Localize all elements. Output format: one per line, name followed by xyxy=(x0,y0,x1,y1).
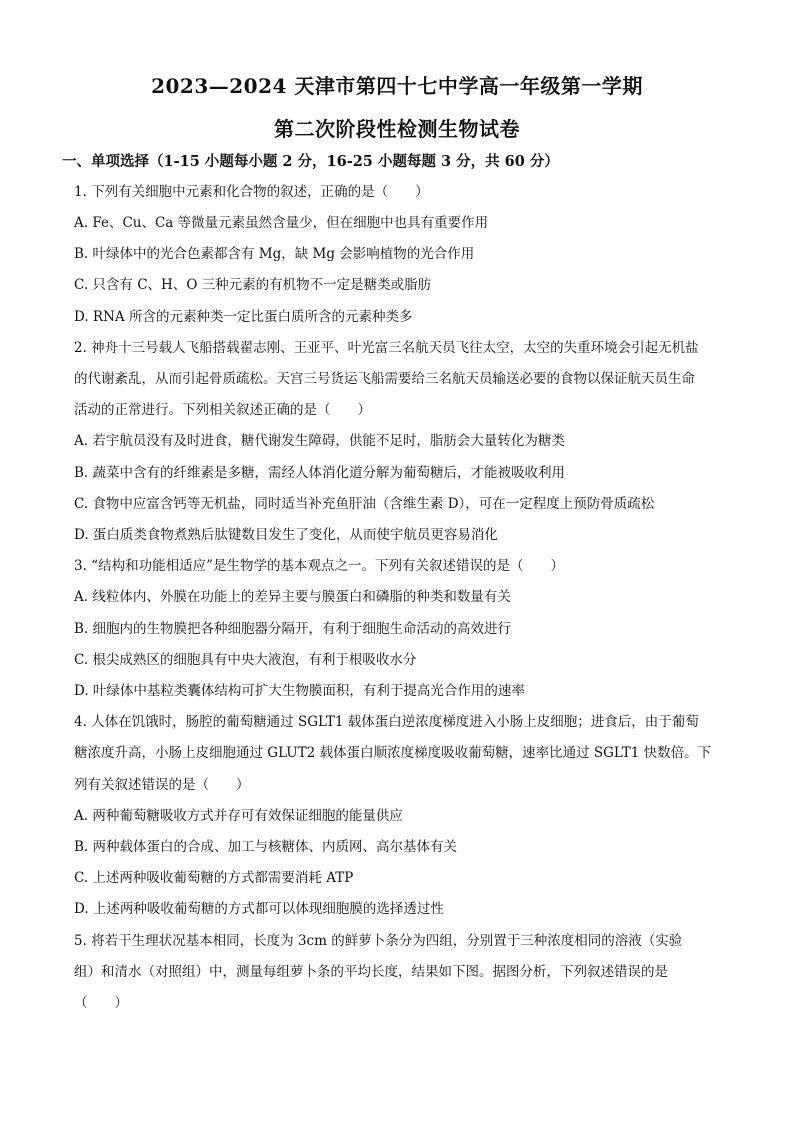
q4-stem-line1: 4. 人体在饥饿时，肠腔的葡萄糖通过 SGLT1 载体蛋白逆浓度梯度进入小肠上皮细胞；进食后，由于葡萄 xyxy=(74,714,699,730)
q1-stem: 1. 下列有关细胞中元素和化合物的叙述，正确的是（ ） xyxy=(74,184,429,200)
q2-option-b: B. 蔬菜中含有的纤维素是多糖，需经人体消化道分解为葡萄糖后，才能被吸收利用 xyxy=(74,465,566,481)
q1-option-c: C. 只含有 C、H、O 三种元素的有机物不一定是糖类或脂肪 xyxy=(74,277,432,293)
q2-option-c: C. 食物中应富含钙等无机盐，同时适当补充鱼肝油（含维生素 D），可在一定程度上预防骨质疏松 xyxy=(74,496,655,512)
q3-option-d: D. 叶绿体中基粒类囊体结构可扩大生物膜面积，有利于提高光合作用的速率 xyxy=(74,683,525,699)
q3-option-b: B. 细胞内的生物膜把各种细胞器分隔开，有利于细胞生命活动的高效进行 xyxy=(74,621,512,637)
q3-option-c: C. 根尖成熟区的细胞具有中央大液泡，有利于根吸收水分 xyxy=(74,652,417,668)
q4-option-d: D. 上述两种吸收葡萄糖的方式都可以体现细胞膜的选择透过性 xyxy=(74,901,444,917)
q2-option-d: D. 蛋白质类食物煮熟后肽键数目发生了变化，从而使宇航员更容易消化 xyxy=(74,527,498,543)
q2-option-a: A. 若宇航员没有及时进食，糖代谢发生障碍，供能不足时，脂肪会大量转化为糖类 xyxy=(74,433,565,449)
q3-option-a: A. 线粒体内、外膜在功能上的差异主要与膜蛋白和磷脂的种类和数量有关 xyxy=(74,589,511,605)
exam-subtitle: 第二次阶段性检测生物试卷 xyxy=(274,117,520,141)
q1-option-b: B. 叶绿体中的光合色素都含有 Mg，缺 Mg 会影响植物的光合作用 xyxy=(74,246,475,262)
section-heading: 一、单项选择（1-15 小题每小题 2 分，16-25 小题每题 3 分，共 60 分） xyxy=(62,153,559,170)
q4-option-b: B. 两种载体蛋白的合成、加工与核糖体、内质网、高尔基体有关 xyxy=(74,839,458,855)
q4-option-a: A. 两种葡萄糖吸收方式并存可有效保证细胞的能量供应 xyxy=(74,808,403,824)
q4-stem-line3: 列有关叙述错误的是（ ） xyxy=(74,777,250,793)
q2-stem-line2: 的代谢紊乱，从而引起骨质疏松。天宫三号货运飞船需要给三名航天员输送必要的食物以保证航天员生命 xyxy=(74,371,695,387)
q4-option-c: C. 上述两种吸收葡萄糖的方式都需要消耗 ATP xyxy=(74,870,354,886)
q2-stem-line1: 2. 神舟十三号载人飞船搭载翟志刚、王亚平、叶光富三名航天员飞往太空，太空的失重环境会引起无机盐 xyxy=(74,340,699,356)
q5-stem-line3: （ ） xyxy=(74,995,128,1011)
q1-option-d: D. RNA 所含的元素种类一定比蛋白质所含的元素种类多 xyxy=(74,309,413,325)
q4-stem-line2: 糖浓度升高，小肠上皮细胞通过 GLUT2 载体蛋白顺浓度梯度吸收葡萄糖，速率比通过 SGLT1 快数倍。下 xyxy=(74,745,712,761)
q3-stem: 3. “结构和功能相适应”是生物学的基本观点之一。下列有关叙述错误的是（ ） xyxy=(74,558,564,574)
q1-option-a: A. Fe、Cu、Ca 等微量元素虽然含量少，但在细胞中也具有重要作用 xyxy=(74,215,489,231)
exam-title: 2023—2024 天津市第四十七中学高一年级第一学期 xyxy=(151,74,643,98)
q5-stem-line2: 组）和清水（对照组）中，测量每组萝卜条的平均长度，结果如下图。据图分析，下列叙述错误的是 xyxy=(74,964,668,980)
q2-stem-line3: 活动的正常进行。下列相关叙述正确的是（ ） xyxy=(74,402,371,418)
q5-stem-line1: 5. 将若干生理状况基本相同，长度为 3cm 的鲜萝卜条分为四组，分别置于三种浓度相同的溶液（实验 xyxy=(74,933,683,949)
